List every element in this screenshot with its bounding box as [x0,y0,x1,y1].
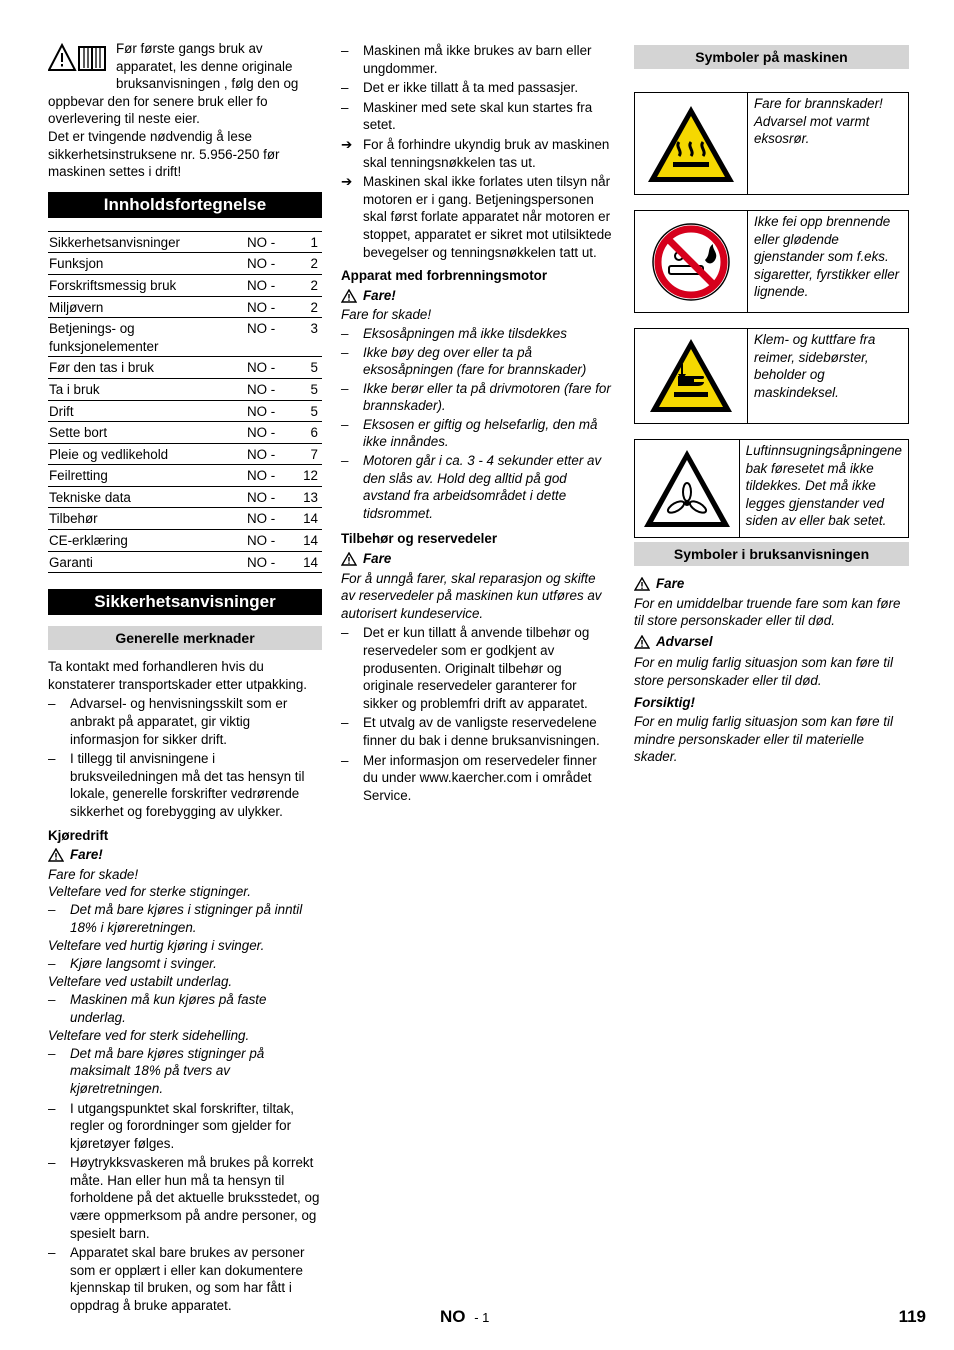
symbol-box-fan [634,439,909,538]
driving-line-5: Veltefare ved for sterk sidehelling. [48,1028,250,1044]
symbol-text-fan: Luftinnsugningsåpningene bak føresetet må ikke tildekkes. Det må ikke legges gjenstander ved siden av eller bak setet. [745,443,902,529]
toc-row[interactable] [48,552,322,574]
symbol-box-crush [634,328,909,424]
list-item [341,752,613,805]
footer-sep: - 1 [474,1310,490,1325]
toc-entry-section: NO - [247,321,276,337]
toc-row[interactable] [48,253,322,275]
symbol-box-no-burning [634,210,909,313]
list-item-text: Ikke berør eller ta på drivmotoren (fare for brannskader). [363,380,611,414]
crush-hazard-icon [635,329,748,423]
list-item-text: Advarsel- og henvisningsskilt som er anbrakt på apparatet, gir viktig informasjon for sikker drift. [70,696,288,747]
toc-row[interactable] [48,379,322,401]
driving-dash-1 [48,901,322,936]
toc-entry-section: NO - [247,256,276,272]
fare-label: Fare [656,576,685,591]
toc-entry-label: Feilretting [49,468,108,484]
toc-row[interactable] [48,297,322,319]
no-burning-objects-icon [635,211,748,312]
footer-lang: NO [440,1307,466,1326]
toc-entry-label: CE-erklæring [49,533,128,549]
arrow-list [341,136,613,261]
toc-entry-page: 6 [310,425,318,441]
driving-warning [48,846,322,864]
page-number: 119 [898,1307,926,1326]
driving-line-2: Veltefare ved for sterke stigninger. [48,884,251,900]
driving-line-4: Veltefare ved ustabilt underlag. [48,974,233,990]
toc-row[interactable] [48,444,322,466]
toc-entry-page: 5 [310,381,318,397]
list-item [341,380,613,415]
symbol-text-hot: Fare for brannskader! Advarsel mot varmt eksosrør. [754,96,883,147]
parts-warning [341,550,613,568]
dash-text: Maskinen må kun kjøres på faste underlag. [70,991,267,1025]
warning-label: Fare [363,551,392,567]
list-item-text: Maskinen må ikke brukes av barn eller ungdommer. [363,43,592,76]
dash-mark: – [341,752,349,768]
dash-mark: – [48,1045,56,1061]
warning-label: Fare! [363,287,396,303]
list-item [341,42,613,77]
list-item [341,136,613,171]
list-item-text: Det er ikke tillatt å ta med passasjer. [363,80,579,96]
symbol-text-no-burning: Ikke fei opp brennende eller glødende gjenstander som f.eks. sigaretter, fyrstikker eller lignende. [754,214,900,300]
toc-entry-section: NO - [247,533,276,549]
dash-text: Det må bare kjøres i stigninger på inntil 18% i kjøreretningen. [70,901,303,935]
toc-entry-page: 3 [310,321,318,337]
list-item-text: Maskiner med sete skal kun startes fra setet. [363,99,593,133]
dash-mark: – [48,696,56,712]
toc-entry-label: Drift [49,403,74,419]
driving-line-3: Veltefare ved hurtig kjøring i svinger. [48,938,265,954]
list-item [341,325,613,343]
toc-entry-label: Ta i bruk [49,381,100,397]
dash-mark: – [341,99,349,115]
dash-mark: – [341,715,349,731]
list-item [341,99,613,134]
dash-mark: – [341,325,349,341]
forsiktig-text: For en mulig farlig situasjon som kan føre til mindre personskader eller til materielle skader. [634,714,893,765]
footer-section [440,1308,489,1327]
toc-entry-label: Garanti [49,554,93,570]
intro [48,40,322,181]
symbols-machine-title: Symboler på maskinen [634,45,909,69]
toc-row[interactable] [48,422,322,444]
warning-icon [341,552,357,566]
list-item [48,695,322,748]
fare-text: For en umiddelbar truende fare som kan føre til store personskader eller til død. [634,595,901,629]
dash-mark: – [341,416,349,432]
dash-mark: – [48,1100,56,1116]
toc-entry-section: NO - [247,425,276,441]
dash-text: Det må bare kjøres stigninger på maksimalt 18% på tvers av kjøretretningen. [70,1045,265,1096]
driving-line-1: Fare for skade! [48,866,139,882]
advarsel-label: Advarsel [656,633,713,649]
toc-entry-section: NO - [247,234,276,250]
list-item [48,1244,322,1314]
warning-icon [341,289,357,303]
engine-warning [341,287,613,305]
toc-entry-section: NO - [247,381,276,397]
engine-title: Apparat med forbrenningsmotor [341,268,548,284]
usage-list [341,42,613,134]
toc-entry-label: Tilbehør [49,511,98,527]
toc-entry-section: NO - [247,511,276,527]
arrow-icon: ➔ [341,174,353,190]
symbol-text-crush: Klem- og kuttfare fra reimer, sidebørster, beholder og maskindeksel. [754,332,876,400]
list-item [48,750,322,820]
toc-entry-section: NO - [247,277,276,293]
toc-row[interactable] [48,231,322,254]
general-paragraph: Ta kontakt med forhandleren hvis du konstaterer transportskader etter utpakking. [48,659,308,692]
list-item [48,1100,322,1153]
list-item-text: I tillegg til anvisningene i bruksveiledningen må det tas hensyn til lokale, generelle forskrifter vedrørende sikkerhet og forebygging av ulykker. [70,751,305,819]
list-item-text: Maskinen skal ikke forlates uten tilsyn når motoren er i gang. Betjeningspersonen skal først forlate apparatet når motoren er stoppet, apparatet er sikret mot utilsiktede bevegelser og tenningsnøkkelen tatt ut. [363,174,612,260]
toc-entry-section: NO - [247,468,276,484]
parts-title: Tilbehør og reservedeler [341,531,498,547]
driving-list [48,1100,322,1315]
list-item [341,452,613,522]
parts-paragraph: For å unngå farer, skal reparasjon og skifte av reservedeler på maskinen kun utføres av autorisert kundeservice. [341,570,602,621]
list-item-text: Ikke bøy deg over eller ta på eksosåpningen (fare for brannskader) [363,344,587,378]
toc-entry-page: 14 [303,511,318,527]
driving-title: Kjøredrift [48,827,109,843]
toc-entry-section: NO - [247,446,276,462]
toc-entry-page: 2 [310,256,318,272]
dash-mark: – [341,43,349,58]
toc-table [48,231,322,574]
dash-mark: – [48,1155,56,1171]
toc-entry-label: Betjenings- og funksjonelementer [49,321,159,354]
fare-label-row [634,575,909,593]
toc-title: Innholdsfortegnelse [48,192,322,218]
toc-entry-page: 5 [310,403,318,419]
arrow-icon: ➔ [341,136,353,152]
read-manual-icon [48,42,110,76]
fan-hazard-icon [635,440,740,537]
list-item-text: Det er kun tillatt å anvende tilbehør og reservedeler som er godkjent av produsenten. Originalt tilbehør og originale reservedeler garanterer for sikker og problemfri drift av apparatet. [363,625,590,711]
toc-row[interactable] [48,530,322,552]
toc-entry-section: NO - [247,299,276,315]
engine-list [341,325,613,523]
toc-entry-page: 12 [303,468,318,484]
list-item [48,1154,322,1242]
list-item [341,344,613,379]
warning-icon [634,577,650,591]
list-item [341,79,613,97]
list-item [341,714,613,749]
toc-entry-label: Sikkerhetsanvisninger [49,234,180,250]
list-item [341,624,613,712]
dash-mark: – [48,1245,56,1261]
toc-row[interactable] [48,487,322,509]
list-item-text: Eksosåpningen må ikke tilsdekkes [363,325,567,341]
forsiktig-label: Forsiktig! [634,694,696,710]
toc-entry-label: Funksjon [49,256,104,272]
dash-mark: – [341,80,349,96]
toc-entry-section: NO - [247,403,276,419]
toc-entry-label: Forskriftsmessig bruk [49,277,177,293]
warning-icon [634,635,650,649]
toc-entry-label: Miljøvern [49,299,104,315]
column-2 [341,40,613,804]
safety-title: Sikkerhetsanvisninger [48,589,322,615]
toc-entry-label: Før den tas i bruk [49,360,154,376]
toc-entry-page: 5 [310,360,318,376]
parts-list [341,624,613,804]
toc-entry-section: NO - [247,554,276,570]
toc-row[interactable] [48,357,322,379]
general-list [48,695,322,820]
symbol-box-hot [634,92,909,195]
dash-mark: – [48,955,56,971]
toc-entry-page: 7 [310,446,318,462]
toc-row[interactable] [48,508,322,530]
toc-entry-page: 1 [310,234,318,250]
dash-mark: – [48,751,56,767]
toc-entry-label: Tekniske data [49,489,131,505]
toc-entry-page: 13 [303,489,318,505]
dash-mark: – [341,380,349,396]
toc-entry-section: NO - [247,360,276,376]
list-item-text: For å forhindre ukyndig bruk av maskinen skal tenningsnøkkelen tas ut. [363,136,610,170]
dash-mark: – [48,901,56,917]
list-item [341,173,613,261]
symbols-manual-title: Symboler i bruksanvisningen [634,542,909,566]
list-item-text: Motoren går i ca. 3 - 4 sekunder etter av den slås av. Hold deg alltid på god avstand fra arbeidsområdet i dette tidsrommet. [363,453,602,521]
toc-row[interactable] [48,401,322,423]
intro-paragraph-2: Det er tvingende nødvendig å lese sikkerhetsinstruksene nr. 5.956-250 før maskinen settes i drift! [48,128,280,180]
list-item-text: Apparatet skal bare brukes av personer som er opplært i eller kan dokumentere kjennskap til bruken, og som har fått i oppdrag å bruke apparatet. [70,1245,305,1314]
toc-entry-page: 14 [303,533,318,549]
advarsel-text: For en mulig farlig situasjon som kan føre til store personskader eller til død. [634,655,893,688]
list-item-text: Et utvalg av de vanligste reservedelene finner du bak i denne bruksanvisningen. [363,715,600,748]
driving-dash-2 [48,955,322,973]
list-item [341,416,613,451]
driving-dash-3 [48,991,322,1026]
hot-surface-icon [635,93,748,194]
toc-entry-label: Sette bort [49,425,108,441]
toc-entry-label: Pleie og vedlikehold [49,446,169,462]
toc-entry-section: NO - [247,489,276,505]
driving-dash-4 [48,1045,322,1098]
dash-mark: – [48,991,56,1007]
general-notes-title: Generelle merknader [48,626,322,650]
dash-mark: – [341,453,349,469]
list-item-text: Høytrykksvaskeren må brukes på korrekt måte. Han eller hun må ta hensyn til forholdene på det aktuelle bruksstedet, og være oppmerksom på andre personer, og spesielt barn. [70,1155,320,1241]
column-3 [634,40,909,766]
engine-line-1: Fare for skade! [341,307,432,323]
advarsel-label-row [634,633,909,651]
column-1 [48,40,322,1315]
list-item-text: I utgangspunktet skal forskrifter, tiltak, regler og forordninger som gjelder for kjøretøyer følges. [70,1100,295,1151]
toc-entry-page: 2 [310,277,318,293]
toc-row[interactable] [48,318,322,357]
toc-row[interactable] [48,465,322,487]
list-item-text: Eksosen er giftig og helsefarlig, den må ikke innåndes. [363,416,598,450]
dash-mark: – [341,344,349,360]
toc-entry-page: 2 [310,299,318,315]
intro-paragraph-1: Før første gangs bruk av apparatet, les denne originale bruksanvisningen , følg den og oppbevar den for senere bruk eller fo overlevering til neste eier. [48,41,299,127]
dash-mark: – [341,625,349,641]
warning-label: Fare! [70,847,103,863]
dash-text: Kjøre langsomt i svinger. [70,955,217,971]
warning-icon [48,848,64,862]
toc-row[interactable] [48,275,322,297]
list-item-text: Mer informasjon om reservedeler finner du under www.kaercher.com i området Service. [363,752,597,803]
toc-entry-page: 14 [303,554,318,570]
